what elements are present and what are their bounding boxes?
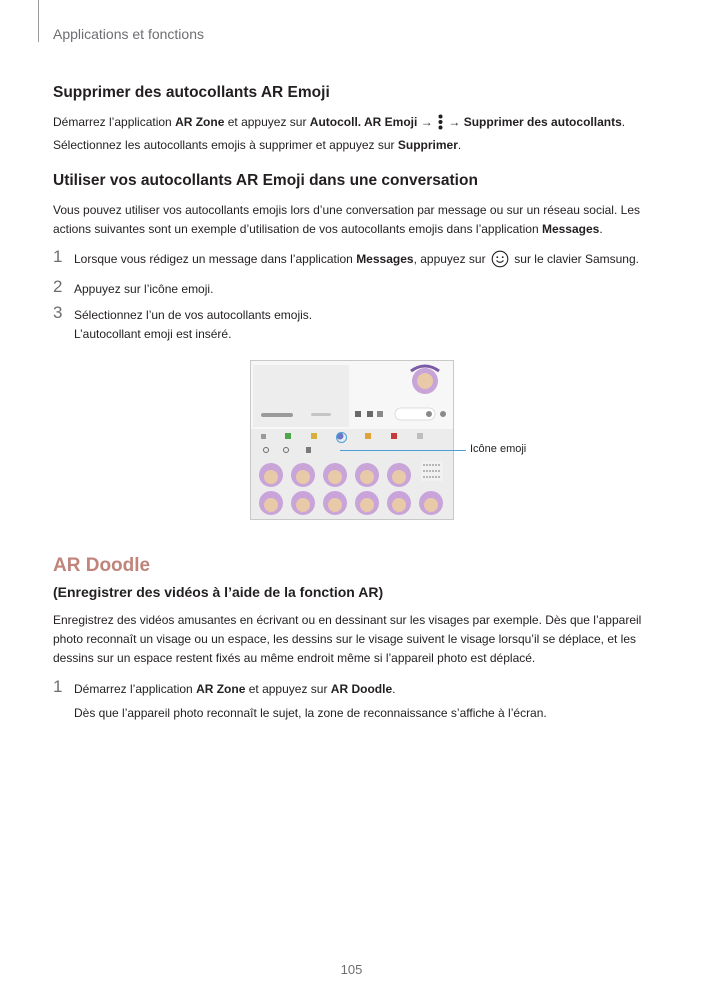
callout-line bbox=[340, 450, 466, 451]
text-run: Sélectionnez les autocollants emojis à supprimer et appuyez sur bbox=[53, 138, 398, 152]
text-run: . bbox=[392, 682, 396, 696]
doodle-step-1-result: Dès que l’appareil photo reconnaît le sujet, la zone de reconnaissance s’affiche à l’écran. bbox=[74, 706, 547, 720]
app-name: Messages bbox=[356, 252, 414, 266]
chapter-header: Applications et fonctions bbox=[53, 26, 204, 42]
text-run: et appuyez sur bbox=[224, 115, 310, 129]
more-options-icon bbox=[438, 114, 443, 136]
text-run: Démarrez l’application bbox=[53, 115, 176, 129]
arrow: → bbox=[417, 115, 437, 129]
step-text: Sélectionnez l’un de vos autocollants emojis. bbox=[74, 308, 313, 322]
keyboard-illustration bbox=[251, 361, 453, 519]
step-text bbox=[74, 250, 639, 274]
callout-marker bbox=[336, 432, 347, 443]
use-intro bbox=[53, 201, 653, 239]
page-number: 105 bbox=[340, 962, 363, 977]
section-title-ar-doodle: AR Doodle bbox=[53, 555, 151, 576]
doodle-intro: Enregistrez des vidéos amusantes en écrivant ou en dessinant sur les visages par exemple. Dès que l’appareil photo reconnaît un visage ou un espace, les dessins sur le visage suivent le visage lorsqu’il se déplace, et les dessins sur un espace restent fixés au même endroit même si l’appareil photo est déplacé. bbox=[53, 613, 642, 665]
step-text: Appuyez sur l’icône emoji. bbox=[74, 282, 214, 296]
menu-action: Supprimer des autocollants bbox=[463, 115, 622, 129]
margin-rule bbox=[38, 0, 39, 42]
text-run: Lorsque vous rédigez un message dans l’application bbox=[74, 252, 357, 266]
arrow: → bbox=[445, 115, 464, 129]
text-run: . bbox=[621, 115, 626, 129]
app-name: AR Zone bbox=[196, 682, 246, 696]
text-run: sur le clavier Samsung. bbox=[510, 252, 639, 266]
text-run: . bbox=[599, 222, 603, 236]
keyboard-screenshot bbox=[250, 360, 454, 520]
step-number: 1 bbox=[53, 247, 63, 266]
step-text bbox=[74, 680, 395, 699]
confirm-label: Supprimer bbox=[397, 138, 458, 152]
section-subtitle-ar-doodle: (Enregistrer des vidéos à l’aide de la fonction AR) bbox=[53, 584, 384, 600]
app-name: AR Zone bbox=[175, 115, 225, 129]
delete-instructions bbox=[53, 113, 653, 155]
text-run: Démarrez l’application bbox=[74, 682, 197, 696]
text-run: Vous pouvez utiliser vos autocollants emojis lors d’une conversation par message ou sur un réseau social. Les actions suivantes sont un exemple d’utilisation de vos autocollants emojis dans l’application bbox=[53, 203, 640, 236]
step-number: 3 bbox=[53, 303, 63, 322]
smiley-icon bbox=[491, 250, 509, 274]
app-name: Messages bbox=[541, 222, 600, 236]
step-result-text: L’autocollant emoji est inséré. bbox=[74, 327, 232, 341]
step-number: 2 bbox=[53, 277, 63, 296]
text-run: . bbox=[457, 138, 462, 152]
text-run: , appuyez sur bbox=[413, 252, 489, 266]
text-run: et appuyez sur bbox=[245, 682, 331, 696]
callout-label-emoji-icon: Icône emoji bbox=[470, 443, 527, 455]
menu-path: Autocoll. AR Emoji bbox=[309, 115, 418, 129]
section-title-delete: Supprimer des autocollants AR Emoji bbox=[53, 84, 330, 101]
section-title-use: Utiliser vos autocollants AR Emoji dans une conversation bbox=[53, 172, 478, 189]
step-number: 1 bbox=[53, 677, 63, 696]
feature-name: AR Doodle bbox=[330, 682, 393, 696]
